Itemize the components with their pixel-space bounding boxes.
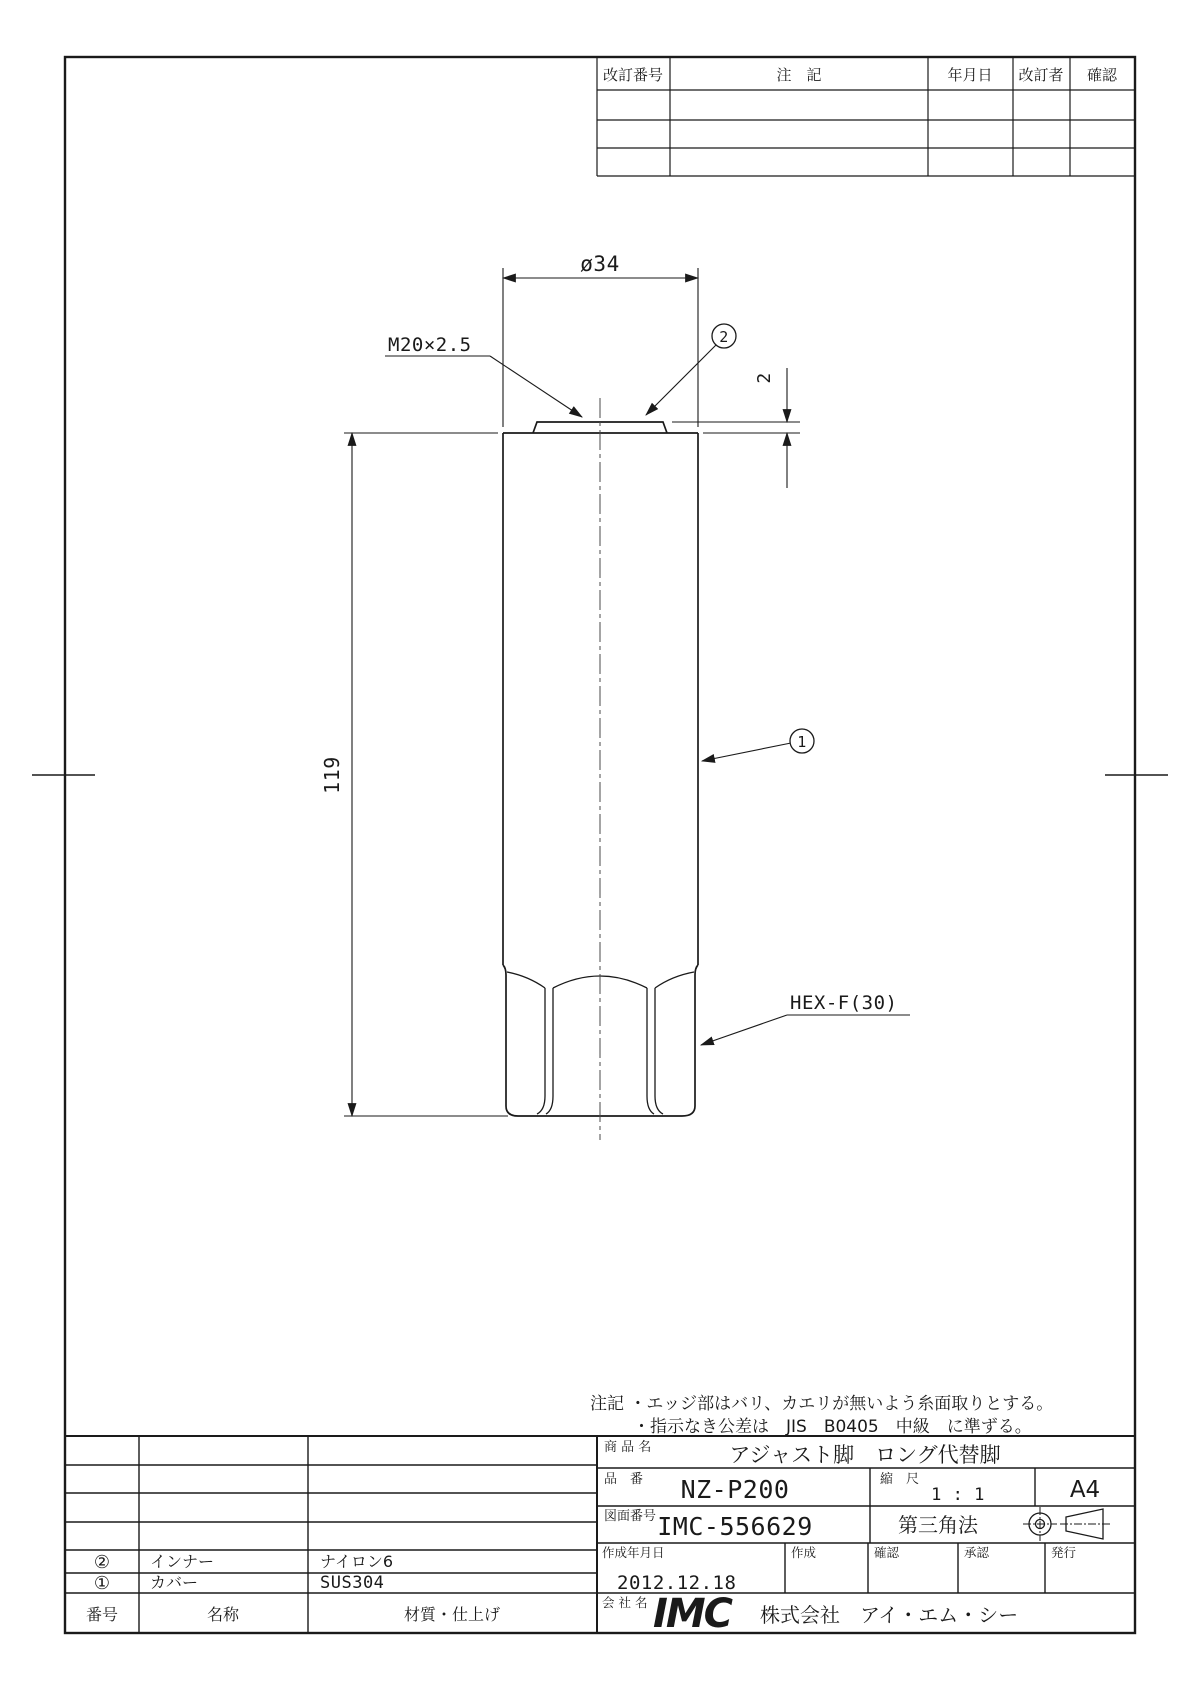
checked-label: 確認 [874, 1545, 900, 1560]
dim-diameter-text: ø34 [580, 252, 620, 276]
issued-label: 発行 [1051, 1545, 1077, 1560]
note-line-2: ・指示なき公差は JIS B0405 中級 に準ずる。 [633, 1417, 1032, 1437]
date-label: 作成年月日 [602, 1545, 665, 1560]
parts-row-cover [94, 1573, 384, 1594]
balloon-cover-number: 1 [797, 733, 807, 751]
note-line-1: 注記 ・エッジ部はバリ、カエリが無いよう糸面取りとする。 [590, 1394, 1054, 1414]
paper-size: A4 [1069, 1477, 1101, 1503]
created-label: 作成 [791, 1545, 817, 1560]
revision-col-date: 年月日 [947, 66, 993, 84]
parts-header-no: 番号 [85, 1605, 119, 1624]
parts-list [86, 1552, 500, 1624]
balloon-inner [646, 324, 736, 415]
thread-label-text: M20×2.5 [388, 334, 472, 356]
created-date-value: 2012.12.18 [617, 1572, 737, 1594]
dwg-no-value: IMC-556629 [657, 1512, 813, 1541]
company-label: 会 社 名 [602, 1595, 648, 1610]
balloon-cover [702, 729, 814, 761]
part-name: カバー [150, 1573, 199, 1592]
part-no-label: 品 番 [604, 1472, 644, 1487]
revision-col-number: 改訂番号 [602, 66, 664, 84]
revision-col-note: 注 記 [776, 66, 822, 84]
part-name: インナー [150, 1552, 215, 1571]
parts-header-material: 材質・仕上げ [403, 1605, 501, 1624]
hex-callout [701, 1015, 910, 1045]
parts-header-name: 名称 [206, 1605, 240, 1624]
part-material: ナイロン6 [320, 1552, 394, 1571]
scale-value: 1 : 1 [931, 1485, 985, 1505]
third-angle-symbol [1023, 1507, 1110, 1541]
part-no-value: NZ-P200 [680, 1475, 790, 1504]
hex-label-text: HEX-F(30) [790, 992, 898, 1014]
revision-col-check: 確認 [1086, 66, 1118, 84]
revision-col-reviser: 改訂者 [1018, 66, 1064, 84]
dim-cap-height-text: 2 [754, 372, 775, 384]
product-name-label: 商 品 名 [604, 1440, 652, 1455]
part-no-balloon: ② [93, 1552, 111, 1573]
product-name-value: アジャスト脚 ロング代替脚 [729, 1443, 1001, 1467]
dim-height-text: 119 [320, 756, 344, 794]
part-no-balloon: ① [93, 1573, 111, 1594]
company-logo: IMC [652, 1591, 732, 1637]
dwg-no-label: 図面番号 [604, 1509, 657, 1524]
projection-label: 第三角法 [898, 1513, 978, 1537]
approved-label: 承認 [964, 1545, 990, 1560]
dim-height-119 [344, 433, 508, 1116]
balloon-inner-number: 2 [719, 328, 729, 346]
part-material: SUS304 [320, 1573, 385, 1593]
company-name: 株式会社 アイ・エム・シー [760, 1603, 1019, 1627]
thread-callout [385, 356, 582, 417]
parts-header-row [86, 1605, 500, 1624]
dim-cap-height [672, 368, 800, 488]
scale-label: 縮 尺 [880, 1472, 920, 1487]
